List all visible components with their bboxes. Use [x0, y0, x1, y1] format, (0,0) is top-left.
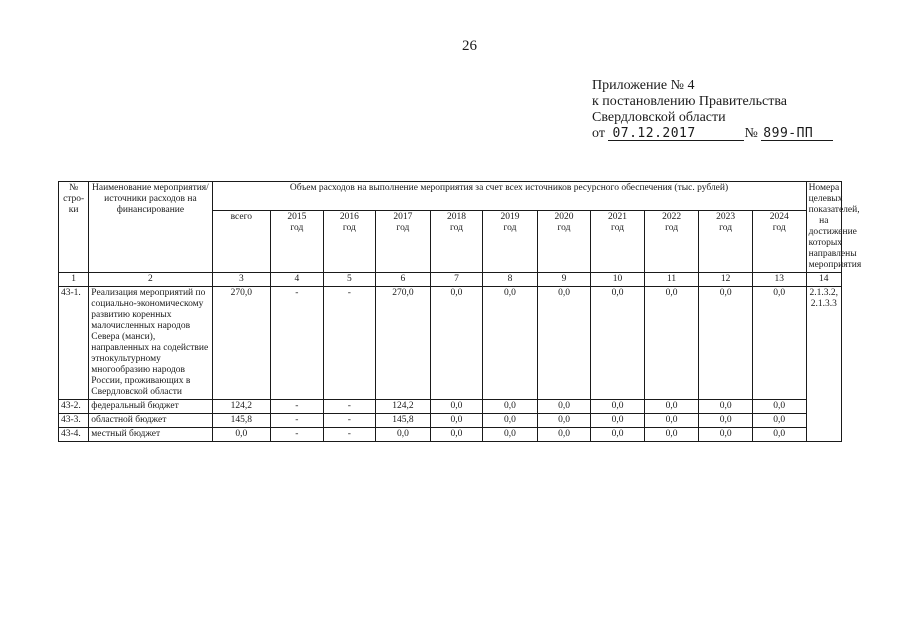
row-number: 43-3.	[59, 414, 89, 428]
column-number: 5	[323, 273, 376, 287]
header-year-unit: год	[290, 223, 304, 233]
value-cell: 0,0	[591, 287, 645, 400]
column-number: 4	[271, 273, 324, 287]
value-cell: 145,8	[376, 414, 431, 428]
value-cell: 0,0	[644, 400, 699, 414]
indicator-cell: 2.1.3.2, 2.1.3.3	[806, 287, 841, 442]
budget-table	[58, 181, 862, 442]
row-name: Реализация мероприятий по социально-экономическому развитию коренных малочисленных народов Севера (манси), направленных на содействие этнокультурному многообразию народов России, проживающих в Свердловской области	[89, 287, 212, 400]
table-row	[59, 287, 842, 400]
header-year	[376, 211, 431, 273]
header-year	[699, 211, 753, 273]
header-year	[430, 211, 483, 273]
value-cell: 0,0	[644, 428, 699, 442]
column-number: 6	[376, 273, 431, 287]
value-cell: -	[271, 400, 324, 414]
header-row-1	[59, 182, 842, 211]
value-cell: 270,0	[212, 287, 271, 400]
value-cell: 0,0	[212, 428, 271, 442]
value-cell: 0,0	[537, 400, 591, 414]
column-number: 9	[537, 273, 591, 287]
value-cell: 0,0	[699, 400, 753, 414]
header-year-number: 2018	[446, 212, 466, 222]
value-cell: 0,0	[483, 400, 538, 414]
value-cell: 270,0	[376, 287, 431, 400]
header-year-number: 2015	[287, 212, 307, 222]
header-year	[537, 211, 591, 273]
header-year-number: 2024	[769, 212, 789, 222]
header-total: всего	[212, 211, 271, 273]
appendix-decree-line: к постановлению Правительства	[592, 94, 788, 109]
value-cell: 124,2	[376, 400, 431, 414]
header-year-number: 2016	[339, 212, 359, 222]
column-number: 2	[89, 273, 212, 287]
value-cell: -	[323, 414, 376, 428]
value-cell: 0,0	[430, 400, 483, 414]
header-year	[483, 211, 538, 273]
header-year-number: 2023	[716, 212, 736, 222]
header-year	[323, 211, 376, 273]
header-year-unit: год	[611, 223, 625, 233]
value-cell: 0,0	[537, 428, 591, 442]
value-cell: 0,0	[483, 287, 538, 400]
table-row	[59, 400, 842, 414]
header-year-number: 2019	[500, 212, 520, 222]
value-cell: 0,0	[752, 400, 806, 414]
value-cell: 0,0	[483, 428, 538, 442]
column-number: 3	[212, 273, 271, 287]
row-name: областной бюджет	[89, 414, 212, 428]
value-cell: -	[271, 428, 324, 442]
value-cell: -	[271, 287, 324, 400]
value-cell: 0,0	[644, 414, 699, 428]
appendix-region-line: Свердловской области	[592, 110, 726, 125]
value-cell: 0,0	[376, 428, 431, 442]
column-number-row	[59, 273, 842, 287]
header-year-unit: год	[557, 223, 571, 233]
header-year-number: 2022	[662, 212, 682, 222]
decree-number: 899-ПП	[761, 127, 833, 141]
value-cell: 0,0	[591, 400, 645, 414]
value-cell: -	[323, 287, 376, 400]
header-year-unit: год	[665, 223, 679, 233]
header-year-unit: год	[772, 223, 786, 233]
appendix-title: Приложение № 4	[592, 78, 695, 93]
column-number: 1	[59, 273, 89, 287]
column-number: 10	[591, 273, 645, 287]
header-year-unit: год	[719, 223, 733, 233]
column-number: 7	[430, 273, 483, 287]
header-name: Наименование мероприятия/ источники расходов на финансирование	[89, 182, 212, 273]
header-year-number: 2017	[393, 212, 413, 222]
date-prefix: от	[592, 126, 605, 141]
header-year	[591, 211, 645, 273]
table-row	[59, 414, 842, 428]
value-cell: 0,0	[699, 428, 753, 442]
row-name: федеральный бюджет	[89, 400, 212, 414]
value-cell: 0,0	[752, 287, 806, 400]
value-cell: -	[323, 400, 376, 414]
column-number: 11	[644, 273, 699, 287]
header-year-unit: год	[503, 223, 517, 233]
value-cell: 0,0	[537, 287, 591, 400]
header-indicators: Номера целевых показателей, на достижение которых направлены мероприятия	[806, 182, 841, 273]
value-cell: 0,0	[430, 428, 483, 442]
row-number: 43-4.	[59, 428, 89, 442]
value-cell: 0,0	[430, 414, 483, 428]
value-cell: 124,2	[212, 400, 271, 414]
column-number: 8	[483, 273, 538, 287]
value-cell: 0,0	[537, 414, 591, 428]
appendix-header	[592, 78, 833, 142]
value-cell: 145,8	[212, 414, 271, 428]
row-number: 43-2.	[59, 400, 89, 414]
value-cell: 0,0	[752, 414, 806, 428]
header-volume: Объем расходов на выполнение мероприятия за счет всех источников ресурсного обеспечения (тыс. рублей)	[212, 182, 806, 211]
header-year-unit: год	[449, 223, 463, 233]
value-cell: 0,0	[483, 414, 538, 428]
column-number: 12	[699, 273, 753, 287]
header-year-unit: год	[342, 223, 356, 233]
header-year	[271, 211, 324, 273]
value-cell: 0,0	[699, 414, 753, 428]
decree-date: 07.12.2017	[608, 127, 744, 141]
value-cell: 0,0	[591, 428, 645, 442]
appendix-date-line	[592, 126, 833, 142]
value-cell: 0,0	[430, 287, 483, 400]
column-number: 13	[752, 273, 806, 287]
value-cell: 0,0	[591, 414, 645, 428]
value-cell: 0,0	[752, 428, 806, 442]
header-row-no: № стро-ки	[59, 182, 89, 273]
header-year-unit: год	[396, 223, 410, 233]
header-year-number: 2021	[608, 212, 628, 222]
row-number: 43-1.	[59, 287, 89, 400]
value-cell: 0,0	[644, 287, 699, 400]
value-cell: -	[271, 414, 324, 428]
row-name: местный бюджет	[89, 428, 212, 442]
header-year-number: 2020	[554, 212, 574, 222]
page-number: 26	[462, 38, 477, 54]
table-row	[59, 428, 842, 442]
header-year	[752, 211, 806, 273]
value-cell: 0,0	[699, 287, 753, 400]
value-cell: -	[323, 428, 376, 442]
column-number: 14	[806, 273, 841, 287]
number-prefix: №	[744, 126, 758, 141]
header-year	[644, 211, 699, 273]
